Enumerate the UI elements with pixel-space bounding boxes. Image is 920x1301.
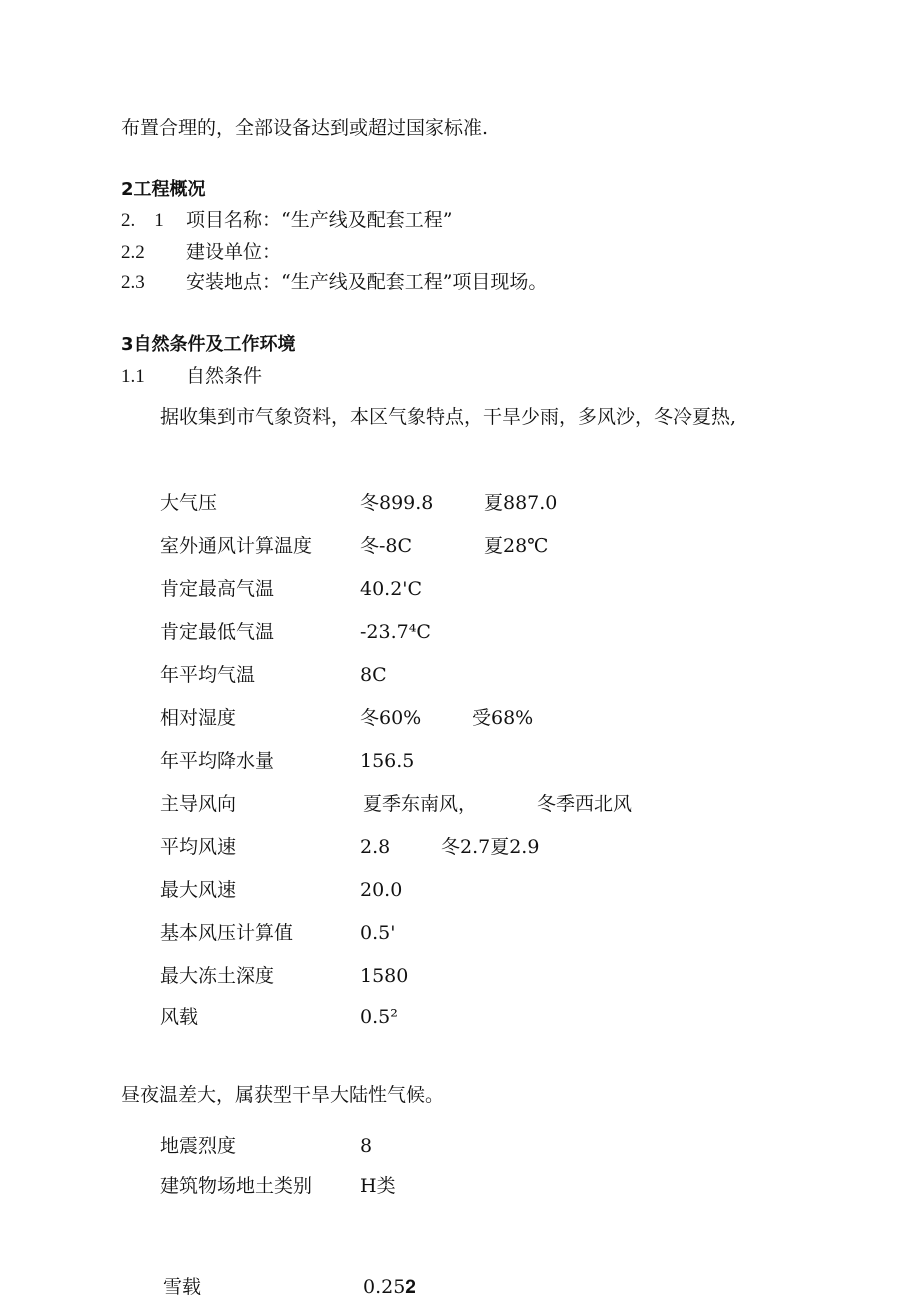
item-2-2-text: 建设单位：: [186, 241, 282, 263]
subsection-number: 1.1: [121, 366, 145, 387]
site-value: H类: [360, 1175, 396, 1197]
climate-value: 156.5: [360, 750, 415, 772]
climate-value: 0.5²: [360, 1006, 398, 1028]
climate-value: 8C: [360, 664, 387, 686]
climate-value-secondary: 受68%: [472, 707, 534, 729]
site-label: 地震烈度: [160, 1135, 237, 1157]
item-2-1-text: 项目名称：“生产线及配套工程”: [186, 209, 453, 231]
climate-label: 室外通风计算温度: [160, 535, 313, 557]
climate-label: 平均风速: [160, 836, 237, 858]
item-2-3-number: 2.3: [121, 272, 145, 293]
intro-line: 布置合理的，全部设备达到或超过国家标准.: [121, 117, 489, 139]
site-value: 8: [360, 1135, 373, 1157]
climate-value: 40.2'C: [360, 578, 423, 600]
climate-value-secondary: 冬2.7夏2.9: [441, 836, 540, 858]
climate-value: 夏季东南风，: [363, 793, 478, 815]
climate-paragraph: 据收集到市气象资料，本区气象特点，干旱少雨，多风沙，冬冷夏热,: [160, 406, 737, 428]
climate-value: 冬60%: [360, 707, 422, 729]
climate-label: 最大风速: [160, 879, 237, 901]
item-2-2-number: 2.2: [121, 242, 145, 263]
climate-value-secondary: 夏887.0: [484, 492, 558, 514]
climate-label: 肯定最低气温: [160, 621, 275, 643]
climate-label: 肯定最高气温: [160, 578, 275, 600]
climate-value-secondary: 冬季西北风: [537, 793, 633, 815]
climate-label: 主导风向: [160, 793, 237, 815]
climate-label: 大气压: [160, 492, 218, 514]
climate-label: 基本风压计算值: [160, 922, 294, 944]
climate-value: 0.5': [360, 922, 396, 944]
climate-label: 年平均气温: [160, 664, 256, 686]
climate-value: 1580: [360, 965, 409, 987]
climate-value: -23.7⁴C: [360, 621, 431, 643]
item-2-1-number: 2. 1: [121, 210, 164, 231]
site-label: 建筑物场地土类别: [160, 1175, 313, 1197]
item-2-3-text: 安装地点：“生产线及配套工程”项目现场。: [186, 271, 548, 293]
climate-value-secondary: 夏28℃: [484, 535, 549, 557]
climate-label: 年平均降水量: [160, 750, 275, 772]
snow-load-value: 0.25𝟐: [363, 1276, 416, 1298]
section-2-heading: 2工程概况: [121, 179, 206, 200]
snow-load-label: 雪载: [163, 1276, 202, 1298]
climate-value: 冬899.8: [360, 492, 434, 514]
climate-label: 风载: [160, 1006, 199, 1028]
subsection-title: 自然条件: [186, 365, 263, 387]
climate-label: 最大冻土深度: [160, 965, 275, 987]
climate-value: 冬-8C: [360, 535, 413, 557]
section-3-heading: 3自然条件及工作环境: [121, 334, 296, 355]
climate-value: 20.0: [360, 879, 403, 901]
climate-summary: 昼夜温差大，属获型干旱大陆性气候。: [121, 1084, 445, 1106]
climate-value: 2.8: [360, 836, 391, 858]
climate-label: 相对湿度: [160, 707, 237, 729]
